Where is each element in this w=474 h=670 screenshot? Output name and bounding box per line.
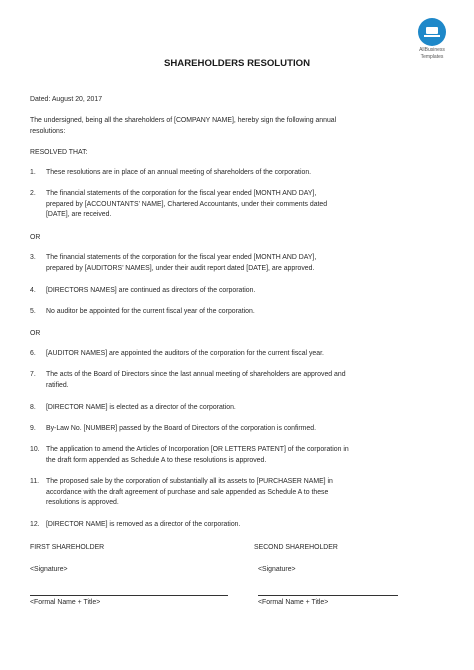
item-number: 2. bbox=[30, 190, 36, 197]
first-shareholder-heading: FIRST SHAREHOLDER bbox=[30, 544, 105, 551]
item-2-line-3: [DATE], are received. bbox=[46, 211, 112, 218]
item-5-line-1: No auditor be appointed for the current fiscal year of the corporation. bbox=[46, 308, 255, 315]
first-signature-placeholder: <Signature> bbox=[30, 566, 68, 573]
item-number: 10. bbox=[30, 446, 40, 453]
item-2-line-1: The financial statements of the corporation for the fiscal year ended [MONTH AND DAY], bbox=[46, 190, 317, 197]
item-number: 1. bbox=[30, 169, 36, 176]
item-number: 3. bbox=[30, 254, 36, 261]
laptop-icon bbox=[418, 18, 446, 46]
item-number: 8. bbox=[30, 404, 36, 411]
item-number: 6. bbox=[30, 350, 36, 357]
logo-line-2: Templates bbox=[420, 54, 444, 60]
item-3-line-1: The financial statements of the corporation for the fiscal year ended [MONTH AND DAY], bbox=[46, 254, 317, 261]
or-separator: OR bbox=[30, 234, 41, 241]
item-3-line-2: prepared by [AUDITORS’ NAMES], under their audit report dated [DATE], are approved. bbox=[46, 265, 315, 272]
item-12-line-1: [DIRECTOR NAME] is removed as a director of the corporation. bbox=[46, 521, 241, 528]
intro-line-2: resolutions: bbox=[30, 128, 66, 135]
item-10-line-1: The application to amend the Articles of Incorporation [OR LETTERS PATENT] of the corporation in bbox=[46, 446, 349, 453]
item-number: 7. bbox=[30, 371, 36, 378]
item-11-line-1: The proposed sale by the corporation of substantially all its assets to [PURCHASER NAME] in bbox=[46, 478, 333, 485]
item-4-line-1: [DIRECTORS NAMES] are continued as directors of the corporation. bbox=[46, 287, 256, 294]
item-number: 4. bbox=[30, 287, 36, 294]
document-title: SHAREHOLDERS RESOLUTION bbox=[163, 58, 311, 69]
allbusiness-logo bbox=[412, 18, 452, 60]
second-shareholder-heading: SECOND SHAREHOLDER bbox=[254, 544, 338, 551]
dated-line: Dated: August 20, 2017 bbox=[30, 96, 103, 103]
item-7-line-1: The acts of the Board of Directors since the last annual meeting of shareholders are approved and bbox=[46, 371, 346, 378]
item-2-line-2: prepared by [ACCOUNTANTS’ NAME], Chartered Accountants, under their comments dated bbox=[46, 201, 328, 208]
second-signature-line bbox=[258, 595, 398, 596]
item-11-line-3: resolutions is approved. bbox=[46, 499, 119, 506]
item-8-line-1: [DIRECTOR NAME] is elected as a director of the corporation. bbox=[46, 404, 236, 411]
item-6-line-1: [AUDITOR NAMES] are appointed the auditors of the corporation for the current fiscal year. bbox=[46, 350, 324, 357]
item-number: 5. bbox=[30, 308, 36, 315]
item-1-line-1: These resolutions are in place of an annual meeting of shareholders of the corporation. bbox=[46, 169, 312, 176]
or-separator: OR bbox=[30, 330, 41, 337]
item-11-line-2: accordance with the draft agreement of purchase and sale appended as Schedule A to these bbox=[46, 489, 329, 496]
first-signature-line bbox=[30, 595, 228, 596]
second-formal-name: <Formal Name + Title> bbox=[258, 599, 329, 606]
item-number: 9. bbox=[30, 425, 36, 432]
item-number: 11. bbox=[30, 478, 40, 485]
item-7-line-2: ratified. bbox=[46, 382, 69, 389]
item-number: 12. bbox=[30, 521, 40, 528]
first-formal-name: <Formal Name + Title> bbox=[30, 599, 101, 606]
item-10-line-2: the draft form appended as Schedule A to these resolutions is approved. bbox=[46, 457, 267, 464]
item-9-line-1: By-Law No. [NUMBER] passed by the Board of Directors of the corporation is confirmed. bbox=[46, 425, 316, 432]
intro-line-1: The undersigned, being all the shareholders of [COMPANY NAME], hereby sign the following annual bbox=[30, 117, 337, 124]
logo-line-1: AllBusiness bbox=[419, 47, 445, 53]
second-signature-placeholder: <Signature> bbox=[258, 566, 296, 573]
resolved-heading: RESOLVED THAT: bbox=[30, 149, 88, 156]
